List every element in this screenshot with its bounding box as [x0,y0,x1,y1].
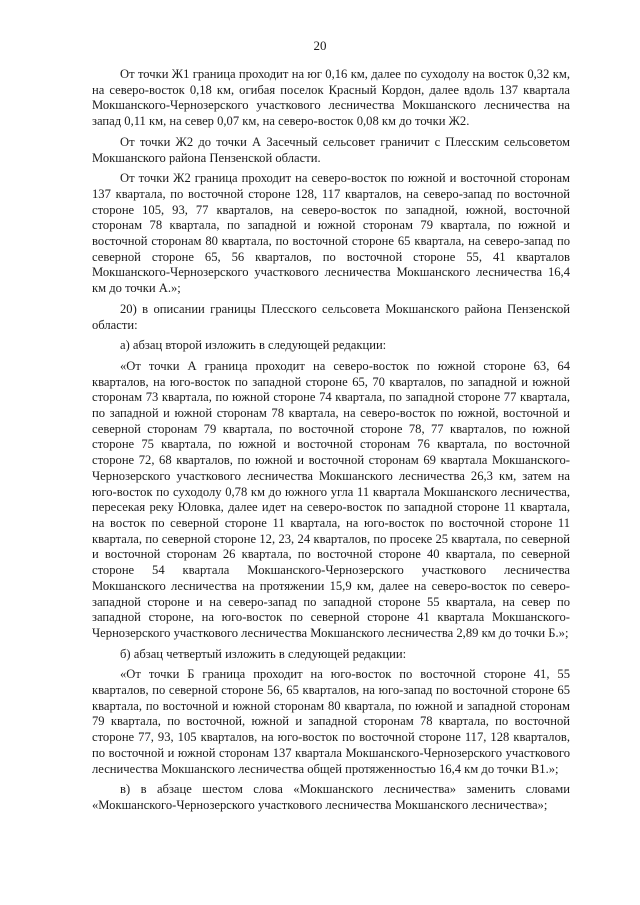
paragraph-item-b: б) абзац четвертый изложить в следующей редакции: [120,646,407,661]
paragraph-item-20: 20) в описании границы Плесского сельсовета Мокшанского района Пензенской области: [92,301,570,332]
paragraph-point-a: «От точки А граница проходит на северо-восток по южной стороне 63, 64 кварталов, на юго-восток по западной стороне 65, 70 кварталов, по западной и южной сторонам 73 квартала, по южной стороне 74 квартала, по западной стороне 77 квартала, по западной и южной сторонам 78 квартала, на северо-восток по южной, восточной и северной сторонам 79 квартала, по восточной стороне 78, 77 кварталов, по южной стороне 75 квартала, по южной и восточной сторонам 76 квартала, по восточной стороне 72, 68 кварталов, по южной и восточной сторонам 69 квартала Мокшанского-Чернозерского участкового лесничества Мокшанского лесничества 26,3 км, затем на юго-восток по суходолу 0,78 км до южного угла 11 квартала Мокшанского лесничества, пересекая реку Юловка, далее идет на северо-восток по западной стороне 11 квартала, на восток по северной стороне 11 квартала, на юго-восток по восточной стороне 11 квартала, по северной стороне 12, 23, 24 кварталов, по просеке 25 квартала, по северной и восточной сторонам 26 квартала, по восточной стороне 40 квартала, по северной стороне 54 квартала Мокшанского-Чернозерского участкового лесничества Мокшанского лесничества на протяжении 15,9 км, далее на северо-восток по северо-западной стороне и на северо-запад по западной стороне 55 квартала, на север по западной стороне, на юго-восток по северной стороне 41 квартала Мокшанского-Чернозерского участкового лесничества Мокшанского лесничества 2,89 км до точки Б.»; [92,358,570,640]
paragraph-item-a: а) абзац второй изложить в следующей редакции: [120,338,387,353]
document-body [92,67,570,819]
paragraph-zh2-boundary: От точки Ж2 до точки А Засечный сельсовет граничит с Плесским сельсоветом Мокшанского района Пензенской области. [92,134,570,165]
paragraph-item-v: в) в абзаце шестом слова «Мокшанского лесничества» заменить словами «Мокшанского-Чернозерского участкового лесничества Мокшанского лесничества»; [92,782,570,812]
page-number: 20 [313,38,327,53]
paragraph-zh1: От точки Ж1 граница проходит на юг 0,16 км, далее по суходолу на восток 0,32 км, на северо-восток 0,18 км, огибая поселок Красный Кордон, далее вдоль 137 квартала Мокшанского-Чернозерского участкового лесничества Мокшанского лесничества на запад 0,11 км, на север 0,07 км, на северо-восток 0,08 км до точки Ж2. [92,67,570,129]
paragraph-point-b: «От точки Б граница проходит на юго-восток по восточной стороне 41, 55 кварталов, по северной стороне 56, 65 кварталов, на юго-запад по восточной стороне 65 квартала, по восточной и южной сторонам 80 квартала, по южной и западной сторонам 79 квартала, по восточной, южной и западной сторонам 78 квартала, по восточной стороне 77, 93, 105 кварталов, на юго-восток по восточной стороне 117, 128 кварталов, по восточной и южной сторонам 137 квартала Мокшанского-Чернозерского участкового лесничества Мокшанского лесничества общей протяженностью 16,4 км до точки В1.»; [92,667,570,776]
paragraph-zh2-route: От точки Ж2 граница проходит на северо-восток по южной и восточной сторонам 137 квартала, по восточной стороне 128, 117 кварталов, на северо-запад по восточной стороне 105, 93, 77 кварталов, на северо-восток по западной, южной, восточной сторонам 78 квартала, по западной и южной сторонам 79 квартала, по южной и восточной сторонам 80 квартала, по восточной стороне 65 квартала, на северо-запад по северной стороне 65, 56 кварталов, по восточной стороне 55, 41 кварталов Мокшанского-Чернозерского участкового лесничества Мокшанского лесничества 16,4 км до точки А.»; [92,171,570,296]
